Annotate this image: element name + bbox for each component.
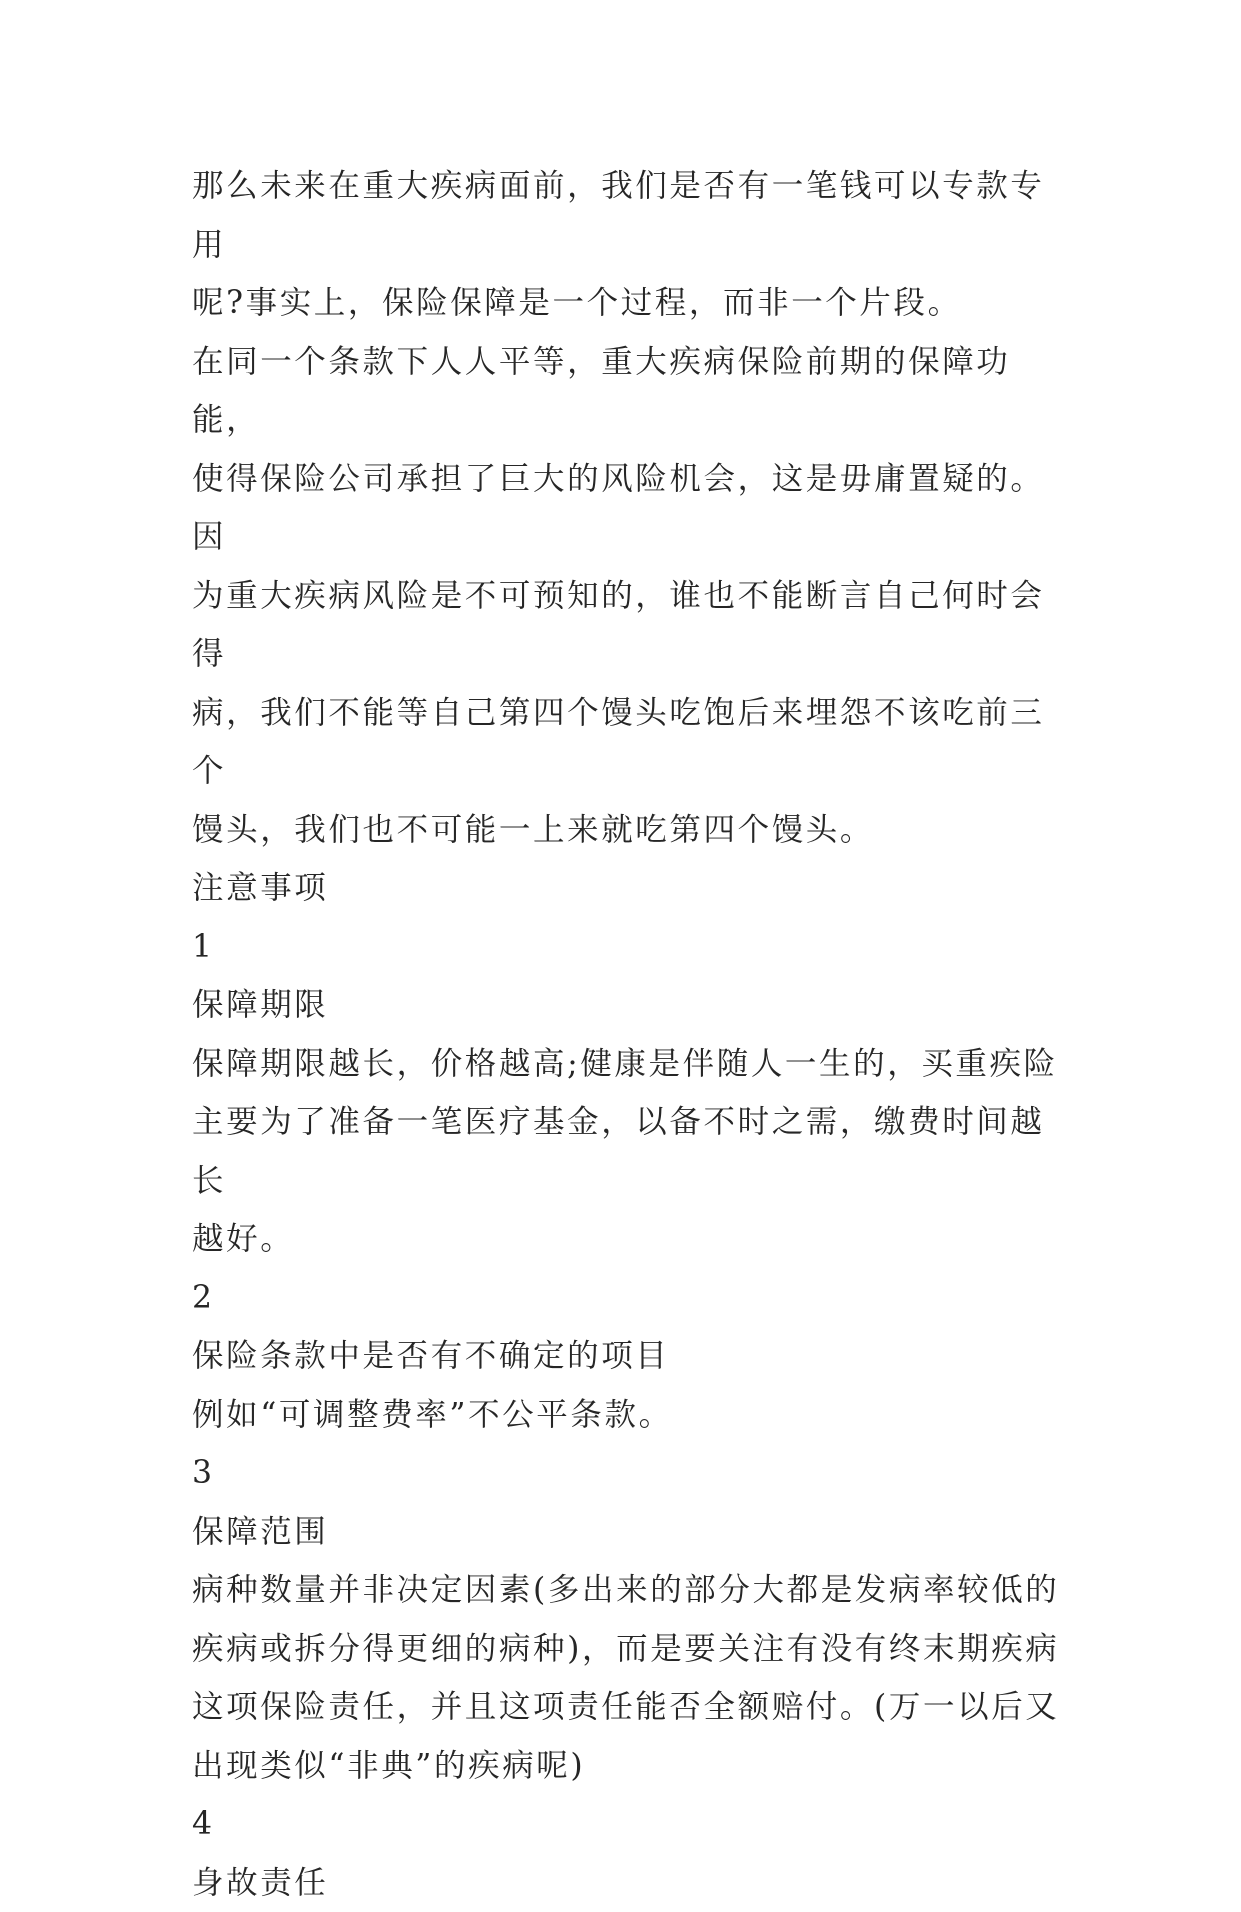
item-number-2: 2 [192,1269,1072,1328]
item-body-uncertain-terms: 例如“可调整费率”不公平条款。 [192,1386,1072,1445]
section-heading-notes: 注意事项 [192,859,1072,918]
item-heading-coverage-period: 保障期限 [192,976,1072,1035]
item-heading-death-liability: 身故责任 [192,1854,1072,1912]
item-body-coverage-period: 保障期限越长，价格越高;健康是伴随人一生的，买重疾险 主要为了准备一笔医疗基金，以备不时之需，缴费时间越长 越好。 [192,1035,1072,1269]
item-heading-uncertain-terms: 保险条款中是否有不确定的项目 [192,1327,1072,1386]
item-heading-coverage-scope: 保障范围 [192,1503,1072,1562]
item-number-1: 1 [192,918,1072,977]
item-body-coverage-scope: 病种数量并非决定因素(多出来的部分大都是发病率较低的 疾病或拆分得更细的病种)，而是要关注有没有终末期疾病 这项保险责任，并且这项责任能否全额赔付。(万一以后又 出现类似“非典”的疾病呢) [192,1561,1072,1795]
document-body [192,157,1072,1912]
item-number-3: 3 [192,1444,1072,1503]
paragraph-intro-question: 那么未来在重大疾病面前，我们是否有一笔钱可以专款专用 呢?事实上，保险保障是一个过程，而非一个片段。 [192,157,1072,333]
item-number-4: 4 [192,1795,1072,1854]
paragraph-equality-risk: 在同一个条款下人人平等，重大疾病保险前期的保障功能， 使得保险公司承担了巨大的风险机会，这是毋庸置疑的。因 为重大疾病风险是不可预知的，谁也不能断言自己何时会得 病，我们不能等自己第四个馒头吃饱后来埋怨不该吃前三个 馒头，我们也不可能一上来就吃第四个馒头。 [192,333,1072,860]
